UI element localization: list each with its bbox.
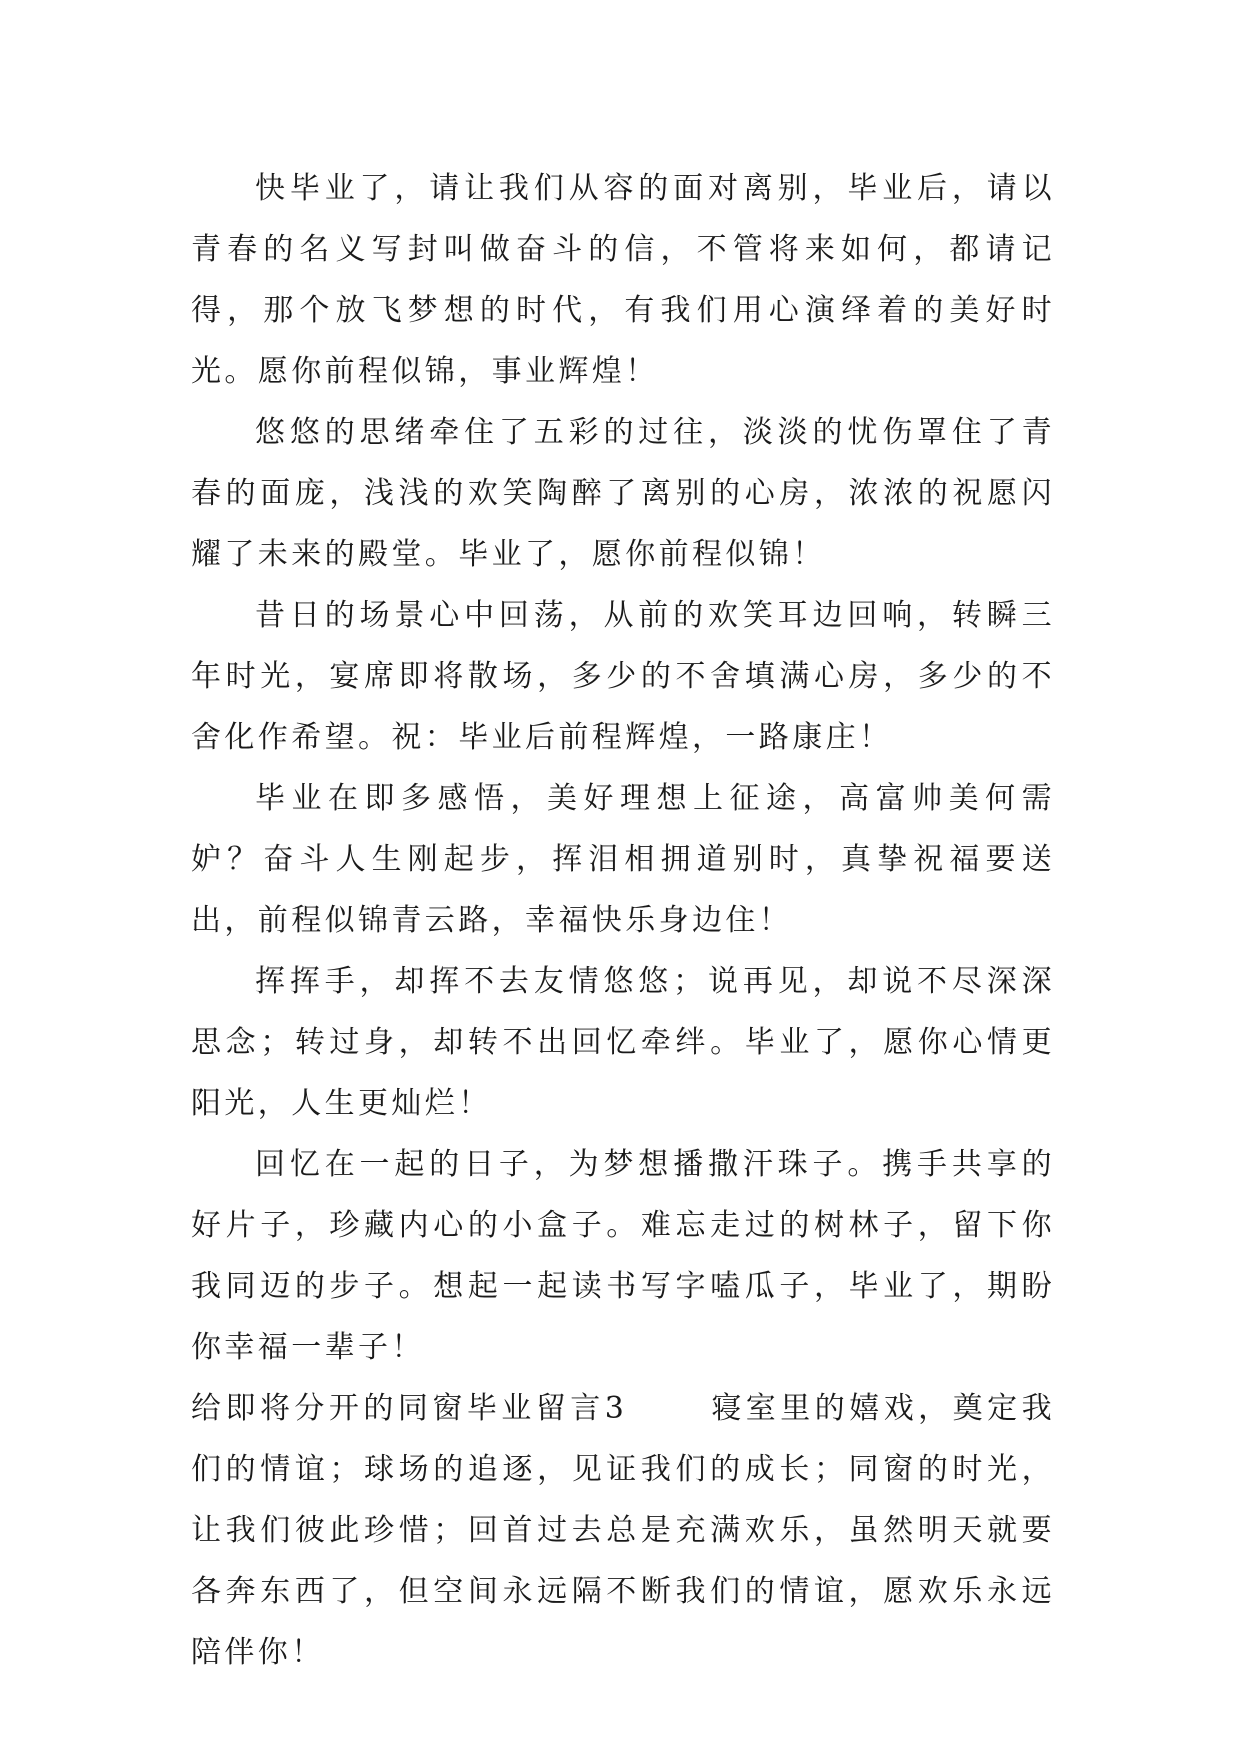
paragraph-4: 毕业在即多感悟，美好理想上征途，高富帅美何需妒？奋斗人生刚起步，挥泪相拥道别时，真挚祝福要送出，前程似锦青云路，幸福快乐身边住！ — [191, 781, 1055, 938]
document-body — [191, 158, 1055, 1683]
paragraph-1: 快毕业了，请让我们从容的面对离别，毕业后，请以青春的名义写封叫做奋斗的信，不管将来如何，都请记得，那个放飞梦想的时代，有我们用心演绎着的美好时光。愿你前程似锦，事业辉煌！ — [191, 171, 1055, 389]
paragraph-6: 回忆在一起的日子，为梦想播撒汗珠子。携手共享的好片子，珍藏内心的小盒子。难忘走过的树林子，留下你我同迈的步子。想起一起读书写字嗑瓜子，毕业了，期盼你幸福一辈子！ — [191, 1147, 1055, 1365]
paragraph-2: 悠悠的思绪牵住了五彩的过往，淡淡的忧伤罩住了青春的面庞，浅浅的欢笑陶醉了离别的心房，浓浓的祝愿闪耀了未来的殿堂。毕业了，愿你前程似锦！ — [191, 415, 1055, 572]
section-paragraph — [191, 1378, 1055, 1683]
section-text: 寝室里的嬉戏，奠定我们的情谊；球场的追逐，见证我们的成长；同窗的时光，让我们彼此珍惜；回首过去总是充满欢乐，虽然明天就要各奔东西了，但空间永远隔不断我们的情谊，愿欢乐永远陪伴你！ — [191, 1391, 1056, 1670]
section-gap — [627, 1391, 711, 1426]
section-heading: 给即将分开的同窗毕业留言3 — [191, 1391, 628, 1426]
paragraph-5: 挥挥手，却挥不去友情悠悠；说再见，却说不尽深深思念；转过身，却转不出回忆牵绊。毕业了，愿你心情更阳光，人生更灿烂！ — [191, 964, 1055, 1121]
paragraph-3: 昔日的场景心中回荡，从前的欢笑耳边回响，转瞬三年时光，宴席即将散场，多少的不舍填满心房，多少的不舍化作希望。祝：毕业后前程辉煌，一路康庄！ — [191, 598, 1055, 755]
